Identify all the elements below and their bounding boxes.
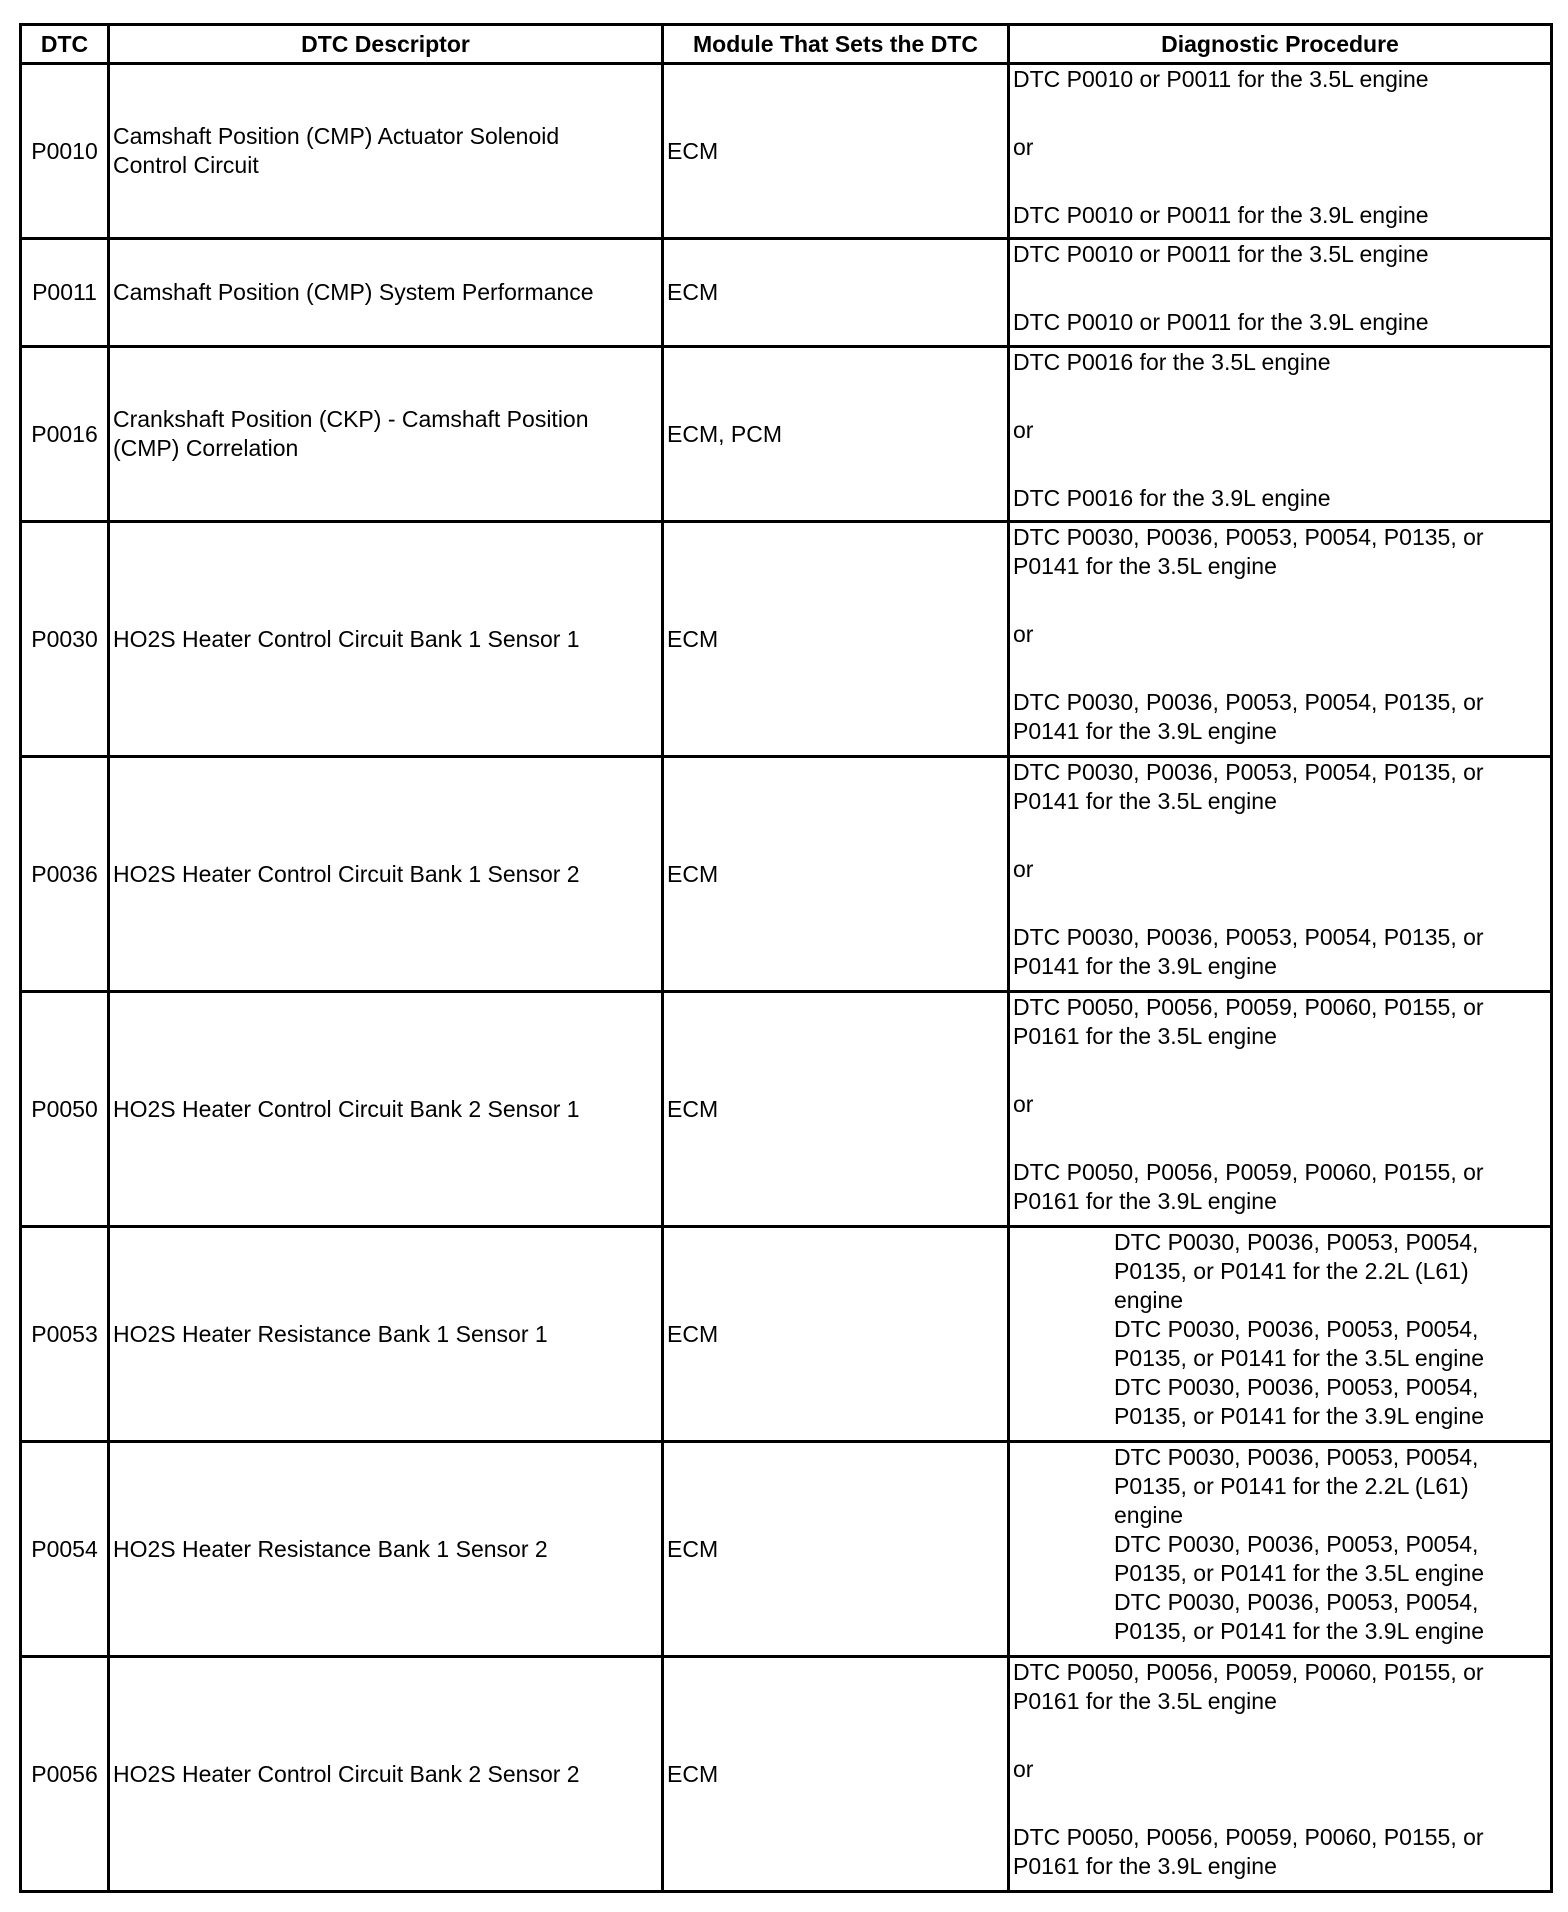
descriptor-line: HO2S Heater Control Circuit Bank 2 Sensor 1 (113, 1095, 580, 1122)
procedure-cell (1009, 1442, 1552, 1657)
dtc-code-cell: P0010 (21, 64, 109, 239)
procedure-cell (1009, 522, 1552, 757)
procedure-line: P0161 for the 3.9L engine (1013, 1853, 1277, 1879)
procedure-link[interactable] (1013, 1373, 1547, 1431)
procedure-link[interactable] (1013, 1315, 1547, 1373)
procedure-line: P0161 for the 3.5L engine (1013, 1688, 1277, 1714)
procedure-line: DTC P0030, P0036, P0053, P0054, P0135, or (1013, 924, 1484, 950)
procedure-line: DTC P0010 or P0011 for the 3.9L engine (1013, 202, 1429, 228)
procedure-line: DTC P0030, P0036, P0053, P0054, (1114, 1229, 1479, 1255)
module-cell: ECM (663, 1227, 1009, 1442)
procedure-line: DTC P0030, P0036, P0053, P0054, P0135, or (1013, 689, 1484, 715)
procedure-or-separator (1013, 1755, 1547, 1784)
table-row (21, 1657, 1552, 1892)
procedure-line: P0141 for the 3.9L engine (1013, 953, 1277, 979)
procedure-link[interactable] (1013, 923, 1547, 981)
procedure-spacer (1013, 816, 1547, 855)
procedure-line: P0141 for the 3.5L engine (1013, 553, 1277, 579)
procedure-line: P0135, or P0141 for the 3.5L engine (1114, 1345, 1484, 1371)
procedure-line: DTC P0030, P0036, P0053, P0054, (1114, 1374, 1479, 1400)
procedure-or-separator (1013, 620, 1547, 649)
dtc-table (19, 23, 1553, 1893)
table-body (21, 64, 1552, 1892)
procedure-line: DTC P0030, P0036, P0053, P0054, P0135, or (1013, 759, 1484, 785)
procedure-or-separator (1013, 1090, 1547, 1119)
procedure-line: or (1013, 856, 1034, 882)
procedure-spacer (1013, 1784, 1547, 1823)
dtc-code-cell: P0016 (21, 347, 109, 522)
procedure-link[interactable] (1013, 523, 1547, 581)
procedure-spacer (1013, 581, 1547, 620)
procedure-line: engine (1114, 1502, 1184, 1528)
procedure-line: P0135, or P0141 for the 2.2L (L61) (1114, 1258, 1469, 1284)
procedure-link[interactable] (1013, 1158, 1547, 1216)
module-cell: ECM (663, 522, 1009, 757)
header-module: Module That Sets the DTC (663, 25, 1009, 64)
procedure-line: P0135, or P0141 for the 3.9L engine (1114, 1403, 1484, 1429)
procedure-link[interactable] (1013, 201, 1547, 230)
dtc-descriptor-cell (109, 239, 663, 347)
procedure-link[interactable] (1013, 308, 1547, 337)
procedure-link[interactable] (1013, 758, 1547, 816)
procedure-line: or (1013, 1091, 1034, 1117)
procedure-line: or (1013, 134, 1034, 160)
dtc-descriptor-cell (109, 64, 663, 239)
procedure-link[interactable] (1013, 65, 1547, 94)
procedure-or-separator (1013, 416, 1547, 445)
procedure-line: P0141 for the 3.5L engine (1013, 788, 1277, 814)
dtc-descriptor-cell (109, 522, 663, 757)
header-descriptor: DTC Descriptor (109, 25, 663, 64)
procedure-line: P0161 for the 3.9L engine (1013, 1188, 1277, 1214)
procedure-line: P0135, or P0141 for the 2.2L (L61) (1114, 1473, 1469, 1499)
dtc-code-cell: P0056 (21, 1657, 109, 1892)
procedure-spacer (1013, 884, 1547, 923)
module-cell: ECM (663, 239, 1009, 347)
procedure-line: DTC P0030, P0036, P0053, P0054, P0135, or (1013, 524, 1484, 550)
module-cell: ECM, PCM (663, 347, 1009, 522)
procedure-spacer (1013, 94, 1547, 133)
procedure-line: DTC P0010 or P0011 for the 3.5L engine (1013, 241, 1429, 267)
procedure-cell (1009, 992, 1552, 1227)
descriptor-line: HO2S Heater Resistance Bank 1 Sensor 1 (113, 1320, 548, 1347)
procedure-line: engine (1114, 1287, 1184, 1313)
procedure-cell (1009, 1227, 1552, 1442)
procedure-line: DTC P0050, P0056, P0059, P0060, P0155, or (1013, 994, 1484, 1020)
dtc-descriptor-cell (109, 757, 663, 992)
module-cell: ECM (663, 992, 1009, 1227)
procedure-line: or (1013, 621, 1034, 647)
dtc-descriptor-cell (109, 1657, 663, 1892)
table-row (21, 1442, 1552, 1657)
procedure-spacer (1013, 377, 1547, 416)
procedure-spacer (1013, 1119, 1547, 1158)
procedure-line: DTC P0030, P0036, P0053, P0054, (1114, 1589, 1479, 1615)
descriptor-line: Control Circuit (113, 152, 259, 178)
procedure-or-separator (1013, 133, 1547, 162)
procedure-cell (1009, 757, 1552, 992)
dtc-descriptor-cell (109, 1442, 663, 1657)
procedure-line: DTC P0010 or P0011 for the 3.9L engine (1013, 309, 1429, 335)
table-row (21, 992, 1552, 1227)
procedure-link[interactable] (1013, 993, 1547, 1051)
dtc-code-cell: P0036 (21, 757, 109, 992)
procedure-spacer (1013, 445, 1547, 484)
module-cell: ECM (663, 1442, 1009, 1657)
table-row (21, 64, 1552, 239)
dtc-code-cell: P0011 (21, 239, 109, 347)
procedure-link[interactable] (1013, 348, 1547, 377)
module-cell: ECM (663, 757, 1009, 992)
table-row (21, 522, 1552, 757)
procedure-line: DTC P0030, P0036, P0053, P0054, (1114, 1444, 1479, 1470)
procedure-cell (1009, 64, 1552, 239)
dtc-code-cell: P0054 (21, 1442, 109, 1657)
procedure-line: DTC P0030, P0036, P0053, P0054, (1114, 1531, 1479, 1557)
descriptor-line: Camshaft Position (CMP) Actuator Solenoid (113, 123, 560, 149)
descriptor-line: HO2S Heater Resistance Bank 1 Sensor 2 (113, 1535, 548, 1562)
procedure-line: DTC P0050, P0056, P0059, P0060, P0155, or (1013, 1159, 1484, 1185)
descriptor-line: HO2S Heater Control Circuit Bank 1 Sensor 1 (113, 625, 580, 652)
table-row (21, 757, 1552, 992)
dtc-descriptor-cell (109, 992, 663, 1227)
descriptor-line: HO2S Heater Control Circuit Bank 2 Sensor 2 (113, 1760, 580, 1787)
procedure-line: P0135, or P0141 for the 3.9L engine (1114, 1618, 1484, 1644)
procedure-line: P0161 for the 3.5L engine (1013, 1023, 1277, 1049)
dtc-descriptor-cell (109, 347, 663, 522)
procedure-spacer (1013, 649, 1547, 688)
procedure-or-separator (1013, 855, 1547, 884)
table-row (21, 347, 1552, 522)
procedure-link[interactable] (1013, 240, 1547, 269)
procedure-line: or (1013, 417, 1034, 443)
module-cell: ECM (663, 64, 1009, 239)
procedure-cell (1009, 347, 1552, 522)
header-procedure: Diagnostic Procedure (1009, 25, 1552, 64)
procedure-link[interactable] (1013, 1823, 1547, 1881)
procedure-spacer (1013, 269, 1547, 308)
procedure-spacer (1013, 1716, 1547, 1755)
procedure-link[interactable] (1013, 484, 1547, 513)
procedure-link[interactable] (1013, 1228, 1547, 1315)
procedure-line: P0135, or P0141 for the 3.5L engine (1114, 1560, 1484, 1586)
procedure-link[interactable] (1013, 1658, 1547, 1716)
descriptor-line: (CMP) Correlation (113, 435, 299, 461)
procedure-link[interactable] (1013, 688, 1547, 746)
procedure-cell (1009, 1657, 1552, 1892)
procedure-spacer (1013, 1051, 1547, 1090)
descriptor-line: Crankshaft Position (CKP) - Camshaft Position (113, 406, 589, 432)
procedure-link[interactable] (1013, 1443, 1547, 1530)
header-row (21, 25, 1552, 64)
procedure-line: P0141 for the 3.9L engine (1013, 718, 1277, 744)
procedure-line: DTC P0050, P0056, P0059, P0060, P0155, or (1013, 1824, 1484, 1850)
dtc-code-cell: P0050 (21, 992, 109, 1227)
dtc-descriptor-cell (109, 1227, 663, 1442)
module-cell: ECM (663, 1657, 1009, 1892)
procedure-line: DTC P0050, P0056, P0059, P0060, P0155, or (1013, 1659, 1484, 1685)
descriptor-line: HO2S Heater Control Circuit Bank 1 Sensor 2 (113, 860, 580, 887)
procedure-line: DTC P0016 for the 3.9L engine (1013, 485, 1331, 511)
dtc-code-cell: P0053 (21, 1227, 109, 1442)
procedure-line: DTC P0030, P0036, P0053, P0054, (1114, 1316, 1479, 1342)
table-row (21, 239, 1552, 347)
procedure-spacer (1013, 162, 1547, 201)
procedure-link[interactable] (1013, 1588, 1547, 1646)
procedure-line: DTC P0016 for the 3.5L engine (1013, 349, 1331, 375)
header-dtc: DTC (21, 25, 109, 64)
procedure-line: or (1013, 1756, 1034, 1782)
descriptor-line: Camshaft Position (CMP) System Performance (113, 279, 594, 305)
table-row (21, 1227, 1552, 1442)
procedure-link[interactable] (1013, 1530, 1547, 1588)
dtc-code-cell: P0030 (21, 522, 109, 757)
procedure-cell (1009, 239, 1552, 347)
procedure-line: DTC P0010 or P0011 for the 3.5L engine (1013, 66, 1429, 92)
